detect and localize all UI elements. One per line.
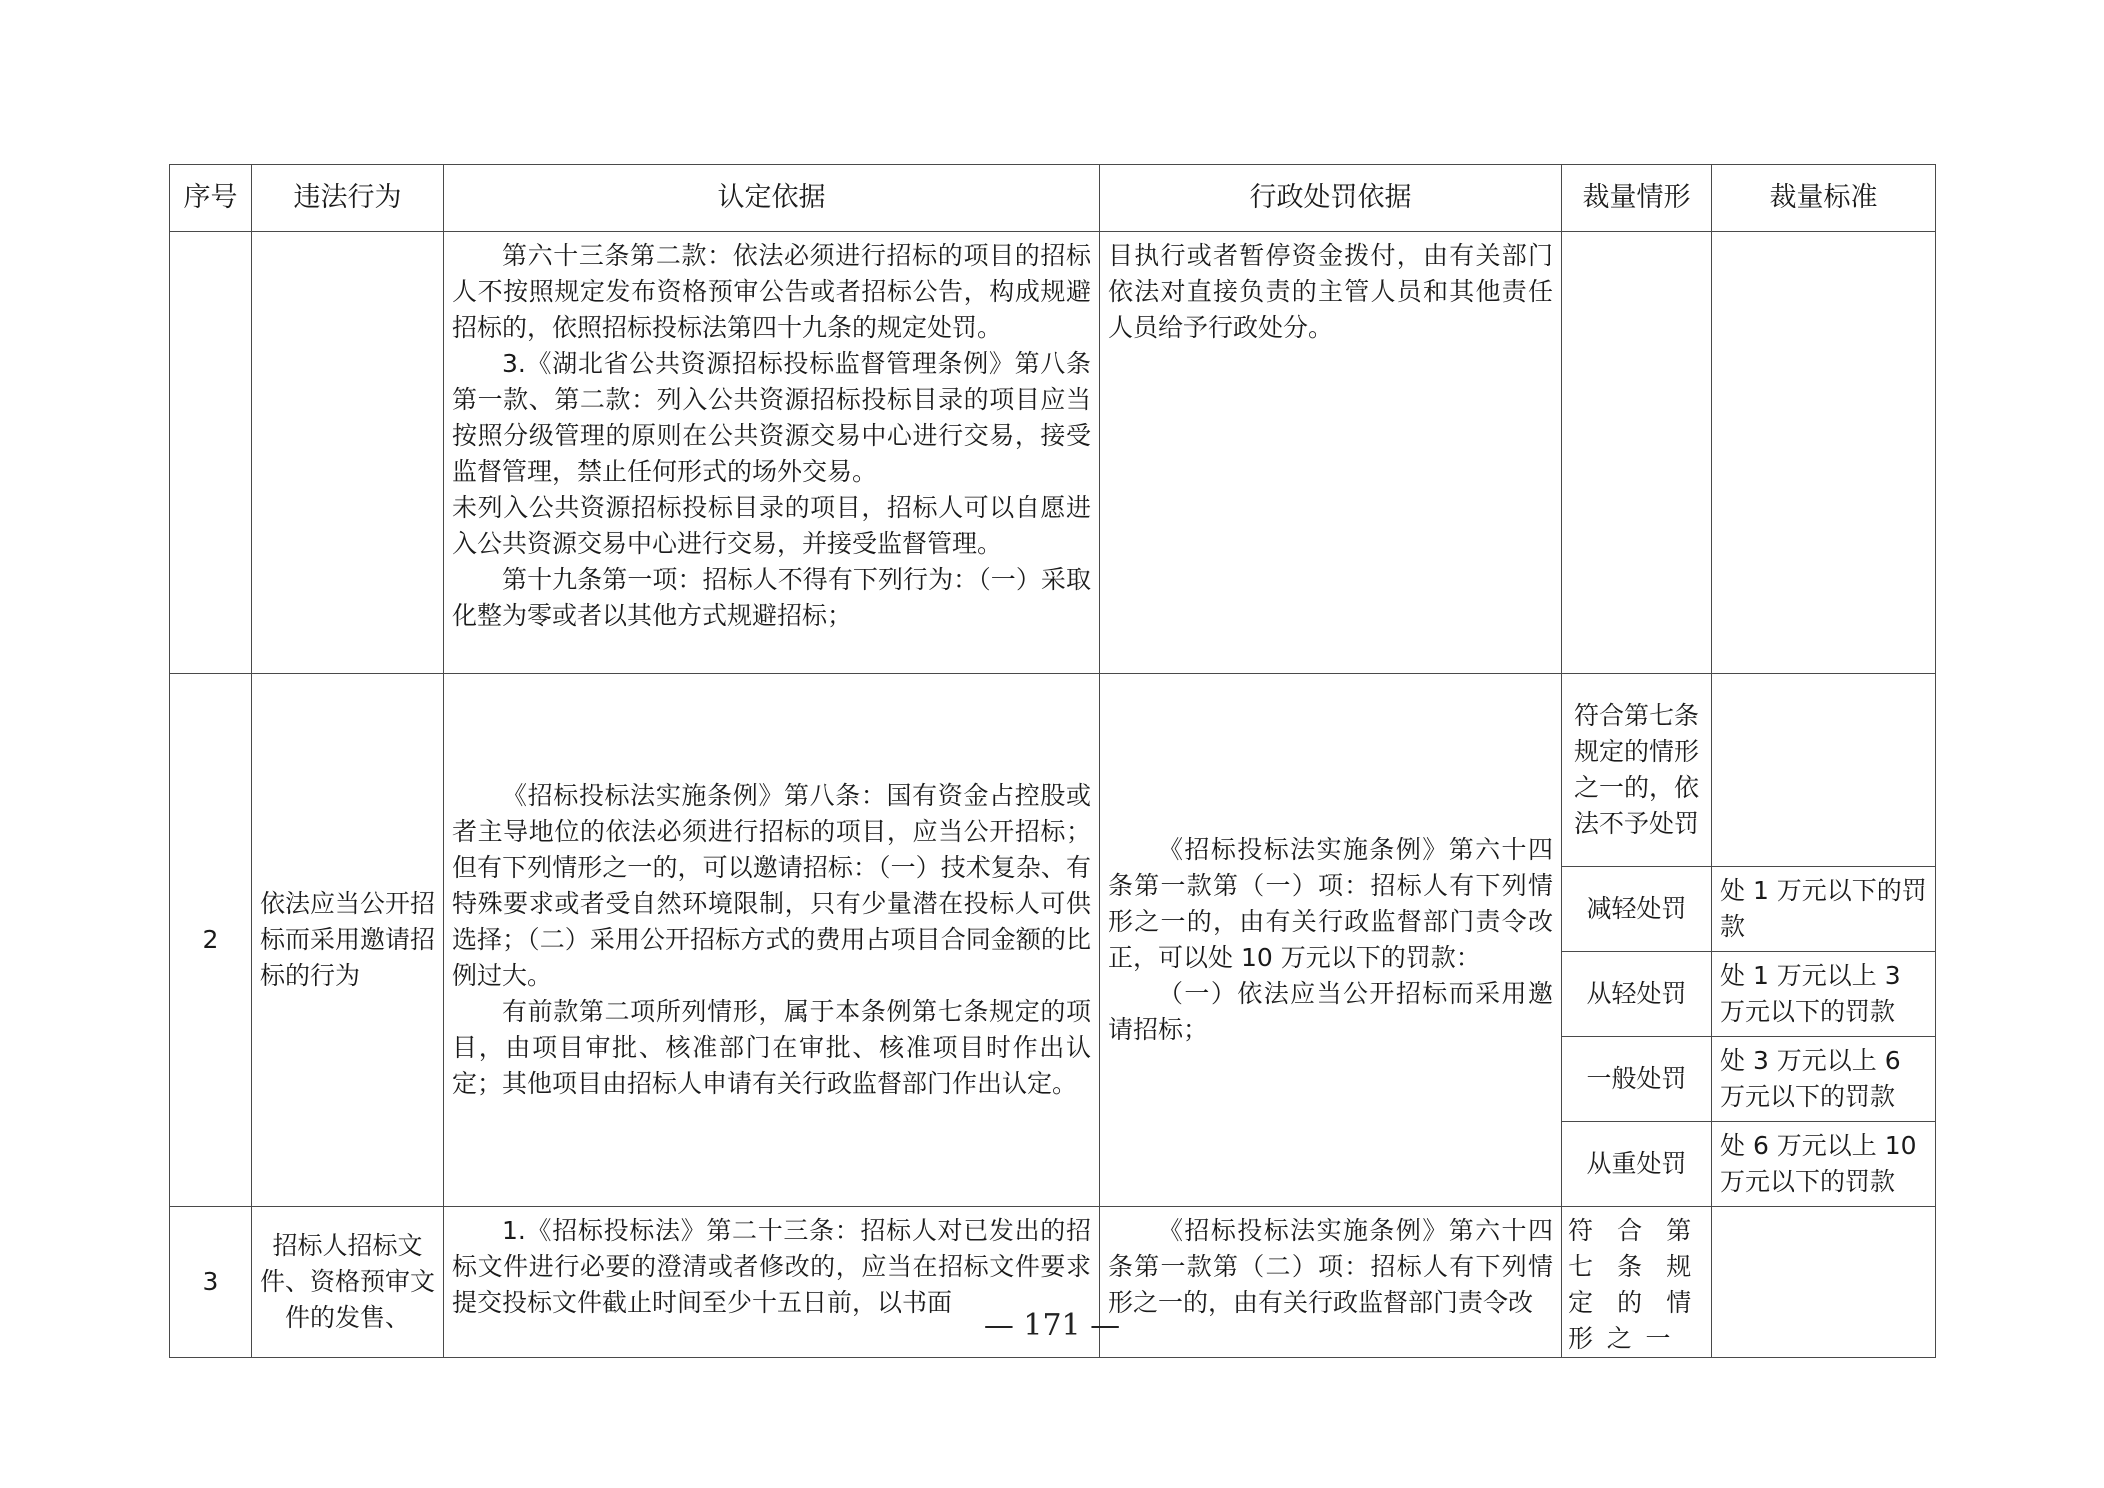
row1-penalty xyxy=(1100,232,1562,674)
row3-violation: 招标人招标文件、资格预审文件的发售、 xyxy=(252,1207,444,1358)
header-violation: 违法行为 xyxy=(252,165,444,232)
row2-number: 2 xyxy=(170,674,252,1207)
row2-situation-general: 一般处罚 xyxy=(1562,1037,1712,1122)
row3-penalty-text: 《招标投标法实施条例》第六十四条第一款第（二）项：招标人有下列情形之一的，由有关行政监督部门责令改 xyxy=(1108,1216,1553,1317)
table-header-row xyxy=(170,165,1936,232)
row2-situation-heavier: 从重处罚 xyxy=(1562,1122,1712,1207)
row3-basis-text: 1.《招标投标法》第二十三条：招标人对已发出的招标文件进行必要的澄清或者修改的，应当在招标文件要求提交投标文件截止时间至少十五日前，以书面 xyxy=(452,1216,1091,1317)
row2-standard-mitigated: 处 1 万元以下的罚款 xyxy=(1712,867,1936,952)
row2-standard-exempt xyxy=(1712,674,1936,867)
row2-standard-lighter: 处 1 万元以上 3 万元以下的罚款 xyxy=(1712,952,1936,1037)
row1-basis-para4: 第十九条第一项：招标人不得有下列行为：（一）采取化整为零或者以其他方式规避招标； xyxy=(452,565,1091,630)
row1-basis-para3: 未列入公共资源招标投标目录的项目，招标人可以自愿进入公共资源交易中心进行交易，并接受监督管理。 xyxy=(452,493,1091,558)
page-number: — 171 — xyxy=(983,1308,1121,1343)
row1-situation xyxy=(1562,232,1712,674)
row1-basis-para2: 3.《湖北省公共资源招标投标监督管理条例》第八条第一款、第二款：列入公共资源招标投标目录的项目应当按照分级管理的原则在公共资源交易中心进行交易，接受监督管理，禁止任何形式的场外交易。 xyxy=(452,349,1091,486)
row1-violation xyxy=(252,232,444,674)
row3-situation: 符合第七条规定的情形之一 xyxy=(1562,1207,1712,1358)
row2-penalty xyxy=(1100,674,1562,1207)
table-row xyxy=(170,232,1936,674)
row1-basis-para1: 第六十三条第二款：依法必须进行招标的项目的招标人不按照规定发布资格预审公告或者招标公告，构成规避招标的，依照招标投标法第四十九条的规定处罚。 xyxy=(452,241,1091,342)
row2-basis xyxy=(444,674,1100,1207)
row2-basis-para1: 《招标投标法实施条例》第八条：国有资金占控股或者主导地位的依法必须进行招标的项目，应当公开招标；但有下列情形之一的，可以邀请招标：（一）技术复杂、有特殊要求或者受自然环境限制，只有少量潜在投标人可供选择；（二）采用公开招标方式的费用占项目合同金额的比例过大。 xyxy=(452,781,1091,990)
row2-penalty-para1: 《招标投标法实施条例》第六十四条第一款第（一）项：招标人有下列情形之一的，由有关行政监督部门责令改正，可以处 10 万元以下的罚款： xyxy=(1108,835,1553,972)
row1-standard xyxy=(1712,232,1936,674)
header-basis: 认定依据 xyxy=(444,165,1100,232)
row2-basis-para2: 有前款第二项所列情形，属于本条例第七条规定的项目，由项目审批、核准部门在审批、核准项目时作出认定；其他项目由招标人申请有关行政监督部门作出认定。 xyxy=(452,997,1091,1098)
row1-basis xyxy=(444,232,1100,674)
row2-standard-general: 处 3 万元以上 6 万元以下的罚款 xyxy=(1712,1037,1936,1122)
row1-number xyxy=(170,232,252,674)
row2-violation: 依法应当公开招标而采用邀请招标的行为 xyxy=(252,674,444,1207)
row2-penalty-para2: （一）依法应当公开招标而采用邀请招标； xyxy=(1108,979,1553,1044)
row2-situation-lighter: 从轻处罚 xyxy=(1562,952,1712,1037)
header-number: 序号 xyxy=(170,165,252,232)
table-row xyxy=(170,674,1936,867)
row1-penalty-text: 目执行或者暂停资金拨付，由有关部门依法对直接负责的主管人员和其他责任人员给予行政处分。 xyxy=(1108,241,1553,342)
row2-situation-mitigated: 减轻处罚 xyxy=(1562,867,1712,952)
row3-number: 3 xyxy=(170,1207,252,1358)
header-standard: 裁量标准 xyxy=(1712,165,1936,232)
row2-standard-heavier: 处 6 万元以上 10 万元以下的罚款 xyxy=(1712,1122,1936,1207)
row2-situation-exempt: 符合第七条规定的情形之一的，依法不予处罚 xyxy=(1562,674,1712,867)
header-situation: 裁量情形 xyxy=(1562,165,1712,232)
header-penalty-basis: 行政处罚依据 xyxy=(1100,165,1562,232)
penalty-discretion-table xyxy=(169,164,1936,1358)
